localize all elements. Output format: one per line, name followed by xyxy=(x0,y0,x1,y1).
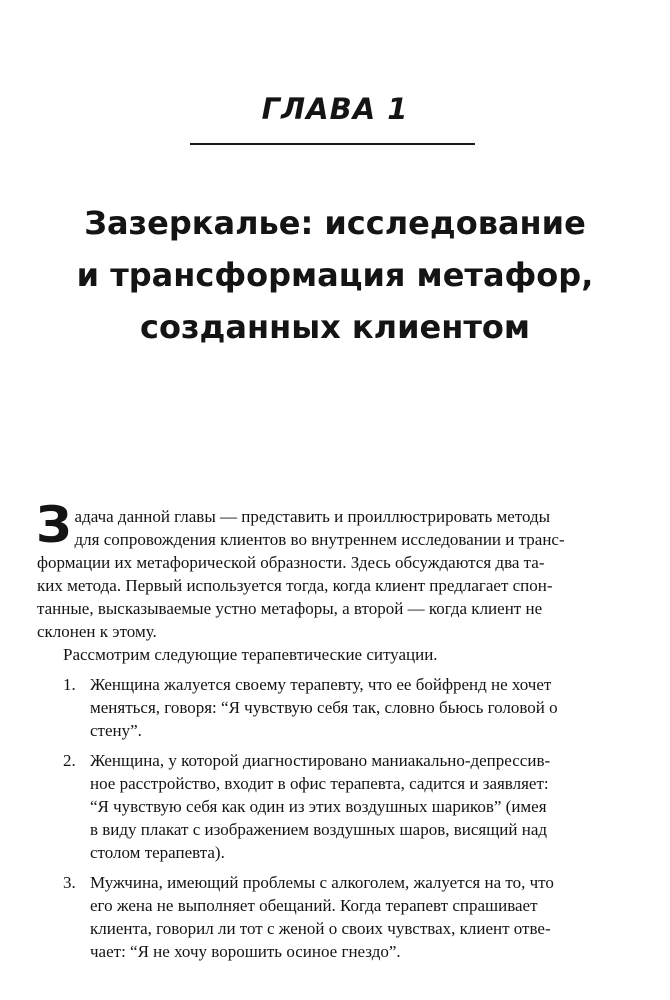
intro-line: ких метода. Первый используется тогда, когда клиент предлагает спон- xyxy=(37,576,553,595)
list-line: столом терапевта). xyxy=(90,843,225,862)
intro-paragraph xyxy=(36,496,637,643)
list-number: 1. xyxy=(63,675,76,694)
list-line: его жена не выполняет обещаний. Когда терапевт спрашивает xyxy=(90,896,538,915)
list-item xyxy=(63,673,637,742)
list-line: чает: “Я не хочу ворошить осиное гнездо”. xyxy=(90,942,401,961)
chapter-rule xyxy=(190,143,475,145)
list-line: “Я чувствую себя как один из этих воздушных шариков” (имея xyxy=(90,797,547,816)
body-text xyxy=(36,496,637,970)
chapter-title-line: и трансформация метафор, xyxy=(76,256,594,294)
list-item xyxy=(63,749,637,864)
list-number: 3. xyxy=(63,873,76,892)
list-number: 2. xyxy=(63,751,76,770)
intro-line: танные, высказываемые устно метафоры, а второй — когда клиент не xyxy=(37,599,543,618)
list-line: стену”. xyxy=(90,721,142,740)
list-line: в виду плакат с изображением воздушных шаров, висящий над xyxy=(90,820,548,839)
list-line: Мужчина, имеющий проблемы с алкоголем, жалуется на то, что xyxy=(90,873,554,892)
chapter-title-line: созданных клиентом xyxy=(140,308,530,346)
lead-paragraph: Рассмотрим следующие терапевтические ситуации. xyxy=(63,645,438,664)
list-line: клиента, говорил ли тот с женой о своих чувствах, клиент отве- xyxy=(90,919,551,938)
intro-line: адача данной главы — представить и проиллюстрировать методы xyxy=(74,507,551,526)
chapter-label: ГЛАВА 1 xyxy=(261,92,409,126)
intro-line: для сопровождения клиентов во внутреннем исследовании и транс- xyxy=(74,530,565,549)
list-line: Женщина жалуется своему терапевту, что ее бойфренд не хочет xyxy=(90,675,552,694)
list-item xyxy=(63,871,637,963)
chapter-title xyxy=(40,197,630,353)
list-line: ное расстройство, входит в офис терапевта, садится и заявляет: xyxy=(90,774,549,793)
list-line: меняться, говоря: “Я чувствую себя так, словно бьюсь головой о xyxy=(90,698,558,717)
list-line: Женщина, у которой диагностировано маниакально-депрессив- xyxy=(90,751,551,770)
intro-line: склонен к этому. xyxy=(37,622,157,641)
intro-line: формации их метафорической образности. Здесь обсуждаются два та- xyxy=(37,553,545,572)
situations-list xyxy=(63,673,637,963)
chapter-title-line: Зазеркалье: исследование xyxy=(84,204,586,242)
drop-cap: З xyxy=(36,496,72,554)
